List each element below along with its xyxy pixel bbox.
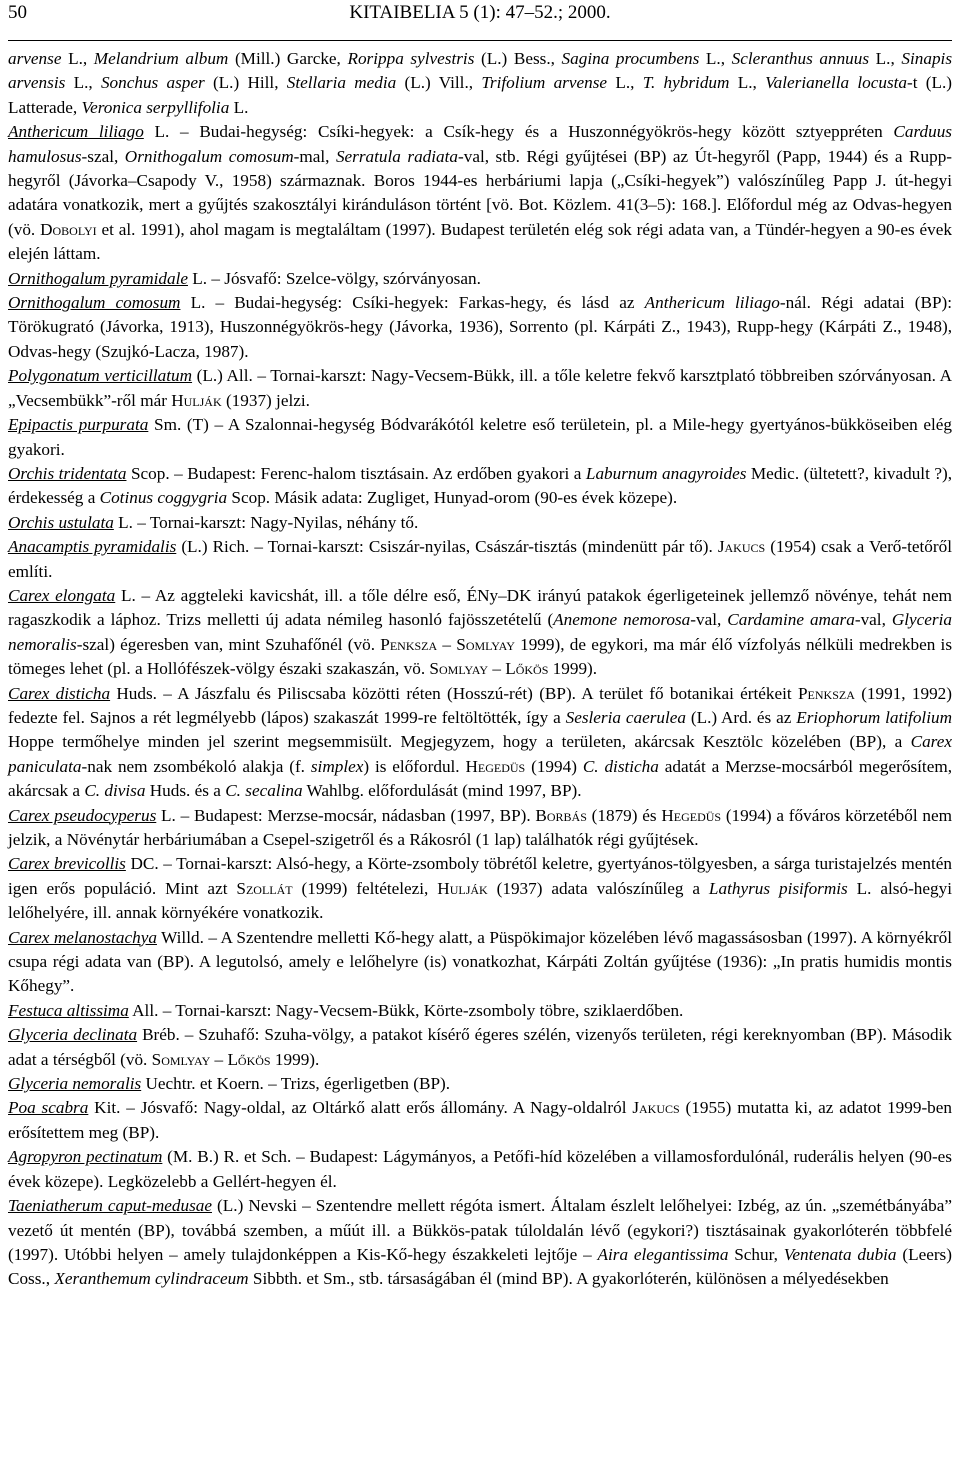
entry-text: -val, xyxy=(690,610,728,630)
entry-text: (L.) Nevski – Szentendre mellett régóta ismert. Általam észlelt lelőhelyei: Izbég, az ún. „szemétbányába” vezető út mentén (BP), továbbá szemben, a műút ill. a Bükkös-patak túloldalán lévő (egykori?) tisztásainak gyakorlóterén többfelé (1997). Utóbbi helyen – amely tulajdonképpen a Kis-Kő-hegy északkeleti lejtője – xyxy=(8,1196,953,1264)
entry-text: Uechtr. et Koern. – Trizs, égerligetben (BP). xyxy=(141,1074,451,1094)
article-body xyxy=(8,47,952,1292)
entry-text: L. – Budai-hegység: Csíki-hegyek: Farkas-hegy, és lásd az xyxy=(180,293,645,313)
entry-text: et al. 1991), ahol magam is megtaláltam (1997). Budapest területén elég sok régi adata van, a Tündér-hegyen a 90-es évek elején láttam. xyxy=(8,219,952,264)
species-heading: Carex melanostachya xyxy=(8,927,157,947)
author-name: Szollát xyxy=(236,878,293,898)
author-name: Jakucs xyxy=(632,1098,680,1118)
entry-text: Bréb. – Szuhafő: Szuha-völgy, a patakot kísérő égeres szélén, vizenyős területen, régi kereknyomban (BP). Második adat a térségből (vö. xyxy=(8,1025,952,1069)
entry-text: Hoppe termőhelye minden jel szerint megsemmisült. Megjegyzem, hogy a területen, akárcsak Kesztölc közelében (BP), a xyxy=(8,732,911,752)
running-head xyxy=(8,0,952,41)
entry-text: L., xyxy=(61,49,94,68)
species-entry xyxy=(8,804,952,853)
entry-text: Sibbth. et Sm., stb. társaságában él (mind BP). A gyakorlóterén, különösen a mélyedésekben xyxy=(248,1269,889,1289)
taxon-name: Trifolium arvense xyxy=(481,73,608,93)
entry-text: (1994) a főváros körzetéből nem jelzik, a Növénytár herbáriumában a Csepel-szigetről és a Rákosról (1 lap) találhatók régi gyűjtések. xyxy=(8,805,952,849)
species-heading: Carex disticha xyxy=(8,683,111,703)
species-heading: Carex elongata xyxy=(8,585,116,605)
author-name: Borbás xyxy=(535,805,587,825)
taxon-name: Carex paniculata xyxy=(8,732,952,776)
taxon-name: C. divisa xyxy=(84,781,146,801)
species-entry xyxy=(8,1072,952,1096)
taxon-name: Laburnum anagyroides xyxy=(585,463,747,483)
entry-text: L., xyxy=(699,49,732,68)
entry-text: L. – Budapest: Merzse-mocsár, nádasban (1997, BP). xyxy=(156,805,536,825)
taxon-name: Anemone nemorosa xyxy=(553,610,691,630)
taxon-name: Ventenata dubia xyxy=(783,1244,897,1264)
species-heading: Orchis ustulata xyxy=(8,512,114,532)
taxon-name: Carduus hamulosus xyxy=(8,122,952,166)
taxon-name: C. disticha xyxy=(582,756,659,776)
taxon-name: Anthericum liliago xyxy=(644,293,780,313)
entry-text: L., xyxy=(607,73,643,93)
taxon-name: Scleranthus annuus xyxy=(731,49,870,68)
page-number: 50 xyxy=(8,2,27,23)
journal-reference: KITAIBELIA 5 (1): 47–52.; 2000. xyxy=(349,2,611,23)
species-entry xyxy=(8,1194,952,1292)
species-entry xyxy=(8,462,952,511)
entry-text: (L.) Rich. – Tornai-karszt: Csiszár-nyilas, Császár-tisztás (mindenütt pár tő). xyxy=(176,537,718,557)
taxon-name: Sesleria caerulea xyxy=(565,707,686,727)
entry-text: L., xyxy=(869,49,902,68)
taxon-name: Melandrium album xyxy=(93,49,229,68)
species-entry xyxy=(8,267,952,291)
entry-text: -szal) égeresben van, mint Szuhafőnél (vö. xyxy=(76,634,381,654)
entry-text: (L.) Hill, xyxy=(204,73,287,93)
author-name: Dobolyi xyxy=(40,219,97,239)
entry-text: (1999) feltételezi, xyxy=(292,878,438,898)
taxon-name: simplex xyxy=(310,756,364,776)
entry-text: 1999), de egykori, ma már élő vízfolyás nélküli medrekben is tömeges lehet (pl. a Hollófészek-völgy északi szakaszán, vö. xyxy=(8,634,953,679)
taxon-name: C. secalina xyxy=(225,781,303,801)
entry-text: – xyxy=(210,1049,228,1069)
entry-text: 1999). xyxy=(270,1049,320,1069)
author-name: Somlyay xyxy=(429,659,489,679)
author-name: Hegedüs xyxy=(465,756,526,776)
species-heading: Taeniatherum caput-medusae xyxy=(8,1196,212,1216)
taxon-name: Valerianella locusta xyxy=(765,73,907,93)
entry-text: Medic. (ültetett?, kivadult ?), érdekesség a xyxy=(8,463,953,508)
entry-text: L., xyxy=(729,73,766,93)
entry-text: -nál. Régi adatai (BP): Törökugrató (Jávorka, 1913), Huszonnégyökrös-hegy (Jávorka, 1936), Sorrento (pl. Kárpáti Z., 1943), Rupp-hegy (Kárpáti Z., 1948), Odvas-hegy (Szujkó-Lacza, 1987). xyxy=(8,293,953,361)
entry-text: Sm. (T) – A Szalonnai-hegység Bódvarákótól keletre eső területein, pl. a Mile-hegy gyertyános-bükköseiben elég gyakori. xyxy=(8,415,952,459)
entry-text: L. – Jósvafő: Szelce-völgy, szórványosan. xyxy=(187,268,481,288)
entry-text: (1879) és xyxy=(586,805,662,825)
taxon-name: Sinapis arvensis xyxy=(8,49,953,93)
entry-text: (L.) Vill., xyxy=(396,73,482,93)
species-heading: Glyceria declinata xyxy=(8,1025,138,1045)
entry-text: -nak nem zsombékoló alakja (f. xyxy=(81,756,311,776)
entry-text: L. – Az aggteleki kavicshát, ill. a tőle délre eső, ÉNy–DK irányú patakok égerligeteinek jellemző növénye, tehát nem ragaszkodik a láphoz. Trizs melletti új adata némileg hasonló fajösszetételű ( xyxy=(8,585,952,630)
entry-text: -val, xyxy=(854,610,892,630)
species-heading: Ornithogalum comosum xyxy=(8,293,181,313)
author-name: Lőkös xyxy=(227,1049,271,1069)
entry-text: (L.) Bess., xyxy=(474,49,562,68)
entry-text: -mal, xyxy=(293,146,336,166)
taxon-name: Sagina procumbens xyxy=(561,49,700,68)
species-heading: Carex brevicollis xyxy=(8,854,126,874)
entry-text: (L.) Ard. és az xyxy=(685,707,797,727)
species-entry xyxy=(8,1096,952,1145)
entry-text: Kit. – Jósvafő: Nagy-oldal, az Oltárkő alatt erős állomány. A Nagy-oldalról xyxy=(88,1098,633,1118)
species-heading: Agropyron pectinatum xyxy=(8,1147,163,1167)
author-name: Penksza xyxy=(797,683,855,703)
taxon-name: Aira elegantissima xyxy=(597,1244,729,1264)
entry-text: (Leers) Coss., xyxy=(8,1244,952,1289)
taxon-name: Rorippa sylvestris xyxy=(347,49,475,68)
continued-paragraph xyxy=(8,47,952,120)
species-entry xyxy=(8,413,952,462)
taxon-name: arvense xyxy=(8,49,62,68)
entry-text: L. – Tornai-karszt: Nagy-Nyilas, néhány tő. xyxy=(113,512,419,532)
entry-text: 1999). xyxy=(548,659,598,679)
taxon-name: Serratula radiata xyxy=(335,146,459,166)
taxon-name: Veronica serpyllifolia xyxy=(81,97,230,117)
species-heading: Carex pseudocyperus xyxy=(8,805,157,825)
taxon-name: Eriophorum latifolium xyxy=(796,707,952,727)
entry-text: L. – Budai-hegység: Csíki-hegyek: a Csík-hegy és a Huszonnégyökrös-hegy között sztyeppréten xyxy=(143,122,894,142)
author-name: Jakucs xyxy=(717,537,766,557)
entry-text: (1954) csak a Verő-tetőről említi. xyxy=(8,537,952,581)
entry-text: L., xyxy=(65,73,101,93)
species-entry xyxy=(8,535,952,584)
author-name: Hegedüs xyxy=(661,805,722,825)
entry-text: (1991, 1992) fedezte fel. Sajnos a rét legmélyebb (lápos) szakaszát 1999-re feltöltötték, így a xyxy=(8,683,952,727)
entry-text: (M. B.) R. et Sch. – Budapest: Lágymányos, a Petőfi-híd közelében a villamosfordulónál, ruderális helyen (90-es évek közepe). Legközelebb a Gellért-hegyen él. xyxy=(8,1147,952,1191)
species-entry xyxy=(8,1023,952,1072)
entry-text: ) is előfordul. xyxy=(363,756,466,776)
species-heading: Epipactis purpurata xyxy=(8,415,149,435)
species-entry xyxy=(8,364,952,413)
species-heading: Anacamptis pyramidalis xyxy=(8,537,177,557)
species-entry xyxy=(8,682,952,804)
species-heading: Glyceria nemoralis xyxy=(8,1074,142,1094)
entry-text: -val, stb. Régi gyűjtései (BP) az Út-hegyről (Papp, 1944) és a Rupp-hegyről (Jávorka–Csapody V., 1958) származnak. Boros 1944-es herbáriumi lapja („Csíki-hegyek”) valószínűleg Papp J. út-hegyi adatára vonatkozik, mert a gyűjtés szakosztályi kiránduláson történt [vö. Bot. Közlem. 41(3–5): 168.]. Előfordul még az Odvas-hegyen (vö. xyxy=(8,146,953,239)
species-entry xyxy=(8,1145,952,1194)
species-heading: Ornithogalum pyramidale xyxy=(8,268,188,288)
species-entry xyxy=(8,291,952,364)
author-name: Lőkös xyxy=(505,659,549,679)
taxon-name: Xeranthemum cylindraceum xyxy=(54,1269,249,1289)
species-entry xyxy=(8,926,952,999)
entry-text: Wahlbg. előfordulását (mind 1997, BP). xyxy=(302,781,582,801)
entry-text: (1937) jelzi. xyxy=(221,390,310,410)
entry-text: Willd. – A Szentendre melletti Kő-hegy alatt, a Püspökimajor közelében lévő magassásosban (1997). A környékről csupa régi adata van (BP). A legutolsó, amely e lelőhelyre (is) vonatkozhat, Kárpáti Zoltán gyűjtése (1936): „In pratis humidis montis Kőhegy”. xyxy=(8,927,953,996)
species-heading: Festuca altissima xyxy=(8,1000,129,1020)
entry-text: Scop. – Budapest: Ferenc-halom tisztásain. Az erdőben gyakori a xyxy=(126,463,586,483)
species-entry xyxy=(8,511,952,535)
taxon-name: Sonchus asper xyxy=(100,73,205,93)
author-name: Penksza xyxy=(380,634,438,654)
entry-text: – xyxy=(488,659,506,679)
taxon-name: Cardamine amara xyxy=(727,610,855,630)
entry-text: Huds. – A Jászfalu és Piliscsaba közötti réten (Hosszú-rét) (BP). A terület fő botanikai értékeit xyxy=(110,683,798,703)
entry-text: Schur, xyxy=(728,1244,784,1264)
entry-text: (1937) adata valószínűleg a xyxy=(487,878,709,898)
entry-text: (Mill.) Garcke, xyxy=(228,49,348,68)
entry-text: All. – Tornai-karszt: Nagy-Vecsem-Bükk, Körte-zsomboly töbre, sziklaerdőben. xyxy=(128,1000,684,1020)
species-entry xyxy=(8,120,952,266)
entry-text: -t (L.) Latterade, xyxy=(8,73,953,117)
author-name: Hulják xyxy=(437,878,488,898)
taxon-name: Glyceria nemoralis xyxy=(8,610,952,654)
author-name: Hulják xyxy=(171,390,222,410)
entry-text: – xyxy=(437,634,457,654)
species-entry xyxy=(8,852,952,925)
entry-text: (1994) xyxy=(525,756,583,776)
taxon-name: Ornithogalum comosum xyxy=(124,146,294,166)
entry-text: Huds. és a xyxy=(145,781,226,801)
taxon-name: T. hybridum xyxy=(642,73,730,93)
taxon-name: Lathyrus pisiformis xyxy=(708,878,848,898)
entry-text: DC. – Tornai-karszt: Alsó-hegy, a Körte-zsomboly töbrétől keletre, gyertyános-tölgyesben, a sárga turistajelzés mentén igen erős populáció. Mint azt xyxy=(8,854,952,898)
taxon-name: Cotinus coggygria xyxy=(99,488,228,508)
species-entry xyxy=(8,999,952,1023)
entry-text: (L.) All. – Tornai-karszt: Nagy-Vecsem-Bükk, ill. a tőle keletre fekvő karsztplató többreiben szórványosan. A „Vecsembükk”-ről már xyxy=(8,366,952,410)
author-name: Somlyay xyxy=(151,1049,211,1069)
taxon-name: Stellaria media xyxy=(286,73,397,93)
entry-text: L. alsó-hegyi lelőhelyére, ill. annak környékére vonatkozik. xyxy=(8,878,952,923)
entry-text: -szal, xyxy=(81,146,125,166)
species-entry xyxy=(8,584,952,682)
species-heading: Orchis tridentata xyxy=(8,463,127,483)
entry-text: Scop. Másik adata: Zugliget, Hunyad-orom (90-es évek közepe). xyxy=(227,488,678,508)
species-heading: Poa scabra xyxy=(8,1098,89,1118)
entry-text: (1955) mutatta ki, az adatot 1999-ben erősítettem meg (BP). xyxy=(8,1098,953,1142)
species-heading: Anthericum liliago xyxy=(8,122,144,142)
entry-text: L. xyxy=(229,97,249,117)
author-name: Somlyay xyxy=(456,634,515,654)
species-heading: Polygonatum verticillatum xyxy=(8,366,193,386)
entry-text: adatát a Merzse-mocsárból megerősítem, akárcsak a xyxy=(8,756,952,801)
